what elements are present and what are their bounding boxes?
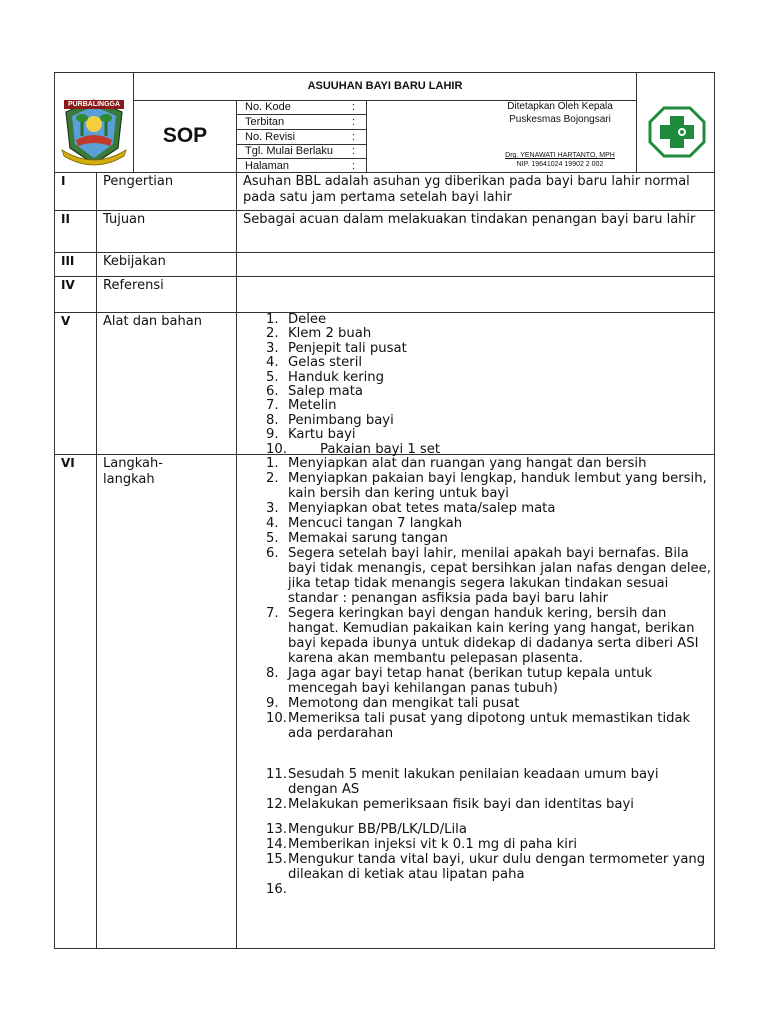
border-left — [54, 72, 55, 949]
list-item: 6. Segera setelah bayi lahir, menilai apakah bayi bernafas. Bila bayi tidak menangis, cepat bersihkan jalan nafas dengan delee, jika tetap tidak menangis segera lakukan tindakan sesuai standar : penangan asfiksia pada bayi baru lahir — [266, 546, 711, 606]
meta-row-line — [236, 114, 367, 115]
sop-label: SOP — [162, 124, 208, 147]
meta-revisi-label: No. Revisi — [245, 131, 296, 143]
meta-row-line — [236, 158, 367, 159]
meta-row-line — [236, 129, 367, 130]
row-line — [54, 276, 715, 277]
meta-kode-label: No. Kode — [245, 101, 291, 113]
list-item: 4. Gelas steril — [266, 355, 363, 371]
section-label-kebijakan: Kebijakan — [103, 254, 166, 269]
border-top — [54, 72, 715, 73]
col-divider-2 — [236, 172, 237, 949]
meta-terbitan-sep: : — [352, 116, 356, 128]
list-item: 5. Handuk kering — [266, 369, 385, 385]
signer-nip: NIP. 19641024 19902 2 002 — [516, 161, 604, 168]
meta-terbitan-label: Terbitan — [245, 116, 285, 128]
meta-kode-sep: : — [352, 101, 356, 113]
section-num-pengertian: I — [61, 174, 66, 188]
regency-logo — [58, 96, 130, 168]
list-item: 10. Pakaian bayi 1 set — [266, 441, 441, 457]
list-item: 13. Mengukur BB/PB/LK/LD/Lila — [266, 822, 467, 837]
list-item: 5. Memakai sarung tangan — [266, 531, 448, 546]
list-item: 6. Salep mata — [266, 384, 363, 400]
approval-line-1: Ditetapkan Oleh Kepala — [507, 101, 613, 112]
list-item: 10. Memeriksa tali pusat yang dipotong untuk memastikan tidak ada perdarahan — [266, 711, 691, 741]
list-item: 9. Kartu bayi — [266, 427, 356, 443]
section-num-alat: V — [61, 314, 71, 328]
langkah-list: 1. Menyiapkan alat dan ruangan yang hangat dan bersih 2. Menyiapkan pakaian bayi lengkap, handuk lembut yang bersih, kain bersih dan kering untuk bayi 3. Menyiapkan obat tetes mata/salep mata 4. Mencuci tangan 7 langkah 5. Memakai sarung tangan 6. Segera setelah bayi lahir, menilai apakah bayi bernafas. Bila bayi tidak menangis, cepat bersihkan jalan nafas dengan delee, jika tetap tidak menangis segera lakukan tindakan sesuai standar : penangan asfiksia pada bayi baru lahir 7. Segera keringkan bayi dengan handuk kering, bersih dan hangat. Kemudian pakaikan kain kering yang hangat, berikan bayi kepada ibunya untuk didekap di dadanya serta diberi ASI karena akan membantu pelepasan plasenta. 8. Jaga agar bayi tetap hanat (berikan tutup kepala untuk mencegah bayi kehilangan panas tubuh) 9. Memotong dan mengikat tali pusat 10. Memeriksa tali pusat yang dipotong untuk memastikan tidak ada perdarahan 11. Sesudah 5 menit lakukan penilaian keadaan umum bayi dengan AS 12. Melakukan pemeriksaan fisik bayi dan identitas bayi 13. Mengukur BB/PB/LK/LD/Lila 14. Memberikan injeksi vit k 0.1 mg di paha kiri 15. Mengukur tanda vital bayi, ukur dulu dengan termometer yang dileakan di ketiak atau lipatan paha 16. — [266, 456, 711, 897]
list-item: 15. Mengukur tanda vital bayi, ukur dulu dengan termometer yang dileakan di ketiak atau lipatan paha — [266, 852, 706, 882]
section-num-langkah: VI — [61, 456, 75, 470]
border-bottom — [54, 948, 715, 949]
list-item: 11. Sesudah 5 menit lakukan penilaian keadaan umum bayi dengan AS — [266, 767, 659, 797]
list-item: 4. Mencuci tangan 7 langkah — [266, 516, 463, 531]
meta-divider — [366, 100, 367, 173]
list-item: 7. Metelin — [266, 398, 337, 414]
section-num-tujuan: II — [61, 212, 70, 226]
list-item: 9. Memotong dan mengikat tali pusat — [266, 696, 520, 711]
meta-revisi-sep: : — [352, 131, 356, 143]
meta-halaman-label: Halaman — [245, 160, 290, 172]
section-num-referensi: IV — [61, 278, 75, 292]
row-line — [54, 252, 715, 253]
puskesmas-cross-icon — [648, 106, 706, 158]
list-item: 1. Delee — [266, 312, 327, 327]
signer-name: Drg. YENAWATI HARTANTO, MPH — [505, 152, 615, 159]
list-item: 7. Segera keringkan bayi dengan handuk kering, bersih dan hangat. Kemudian pakaikan kain kering yang hangat, berikan bayi kepada ibunya untuk didekap di dadanya serta diberi ASI karena akan membantu pelepasan plasenta. — [266, 606, 699, 666]
section-label-tujuan: Tujuan — [103, 212, 146, 227]
section-label-alat: Alat dan bahan — [103, 314, 202, 329]
tujuan-text: Sebagai acuan dalam melakuakan tindakan penangan bayi baru lahir — [243, 212, 696, 227]
meta-halaman-sep: : — [352, 160, 356, 172]
row-line — [54, 210, 715, 211]
puskesmas-emblem — [648, 106, 706, 158]
header-bottom — [54, 172, 715, 173]
list-item: 3. Penjepit tali pusat — [266, 340, 407, 356]
alat-list — [266, 313, 706, 457]
list-item: 8. Penimbang bayi — [266, 412, 394, 428]
meta-tgl-sep: : — [352, 145, 356, 157]
list-item: 2. Klem 2 buah — [266, 326, 372, 342]
col-divider-1 — [96, 172, 97, 949]
section-label-referensi: Referensi — [103, 278, 164, 293]
meta-tgl-label: Tgl. Mulai Berlaku — [245, 145, 334, 157]
border-right — [714, 72, 715, 949]
list-item: 2. Menyiapkan pakaian bayi lengkap, handuk lembut yang bersih, kain bersih dan kering untuk bayi — [266, 471, 707, 501]
list-item: 8. Jaga agar bayi tetap hanat (berikan tutup kepala untuk mencegah bayi kehilangan panas tubuh) — [266, 666, 653, 696]
list-item: 12. Melakukan pemeriksaan fisik bayi dan identitas bayi — [266, 797, 634, 812]
section-num-kebijakan: III — [61, 254, 75, 268]
list-item: 14. Memberikan injeksi vit k 0.1 mg di paha kiri — [266, 837, 578, 852]
section-label-langkah-1: Langkah- — [103, 456, 163, 471]
document-title: ASUUHAN BAYI BARU LAHIR — [307, 80, 463, 92]
list-item: 1. Menyiapkan alat dan ruangan yang hangat dan bersih — [266, 456, 647, 471]
list-item: 3. Menyiapkan obat tetes mata/salep mata — [266, 501, 556, 516]
pengertian-text: Asuhan BBL adalah asuhan yg diberikan pada bayi baru lahir normal pada satu jam pertama setelah bayi lahir — [243, 174, 690, 205]
section-label-langkah-2: langkah — [103, 472, 155, 487]
logo-text: PURBALINGGA — [64, 100, 124, 109]
section-label-pengertian: Pengertian — [103, 174, 174, 189]
sop-divider — [236, 100, 237, 173]
approval-line-2: Puskesmas Bojongsari — [509, 114, 611, 125]
